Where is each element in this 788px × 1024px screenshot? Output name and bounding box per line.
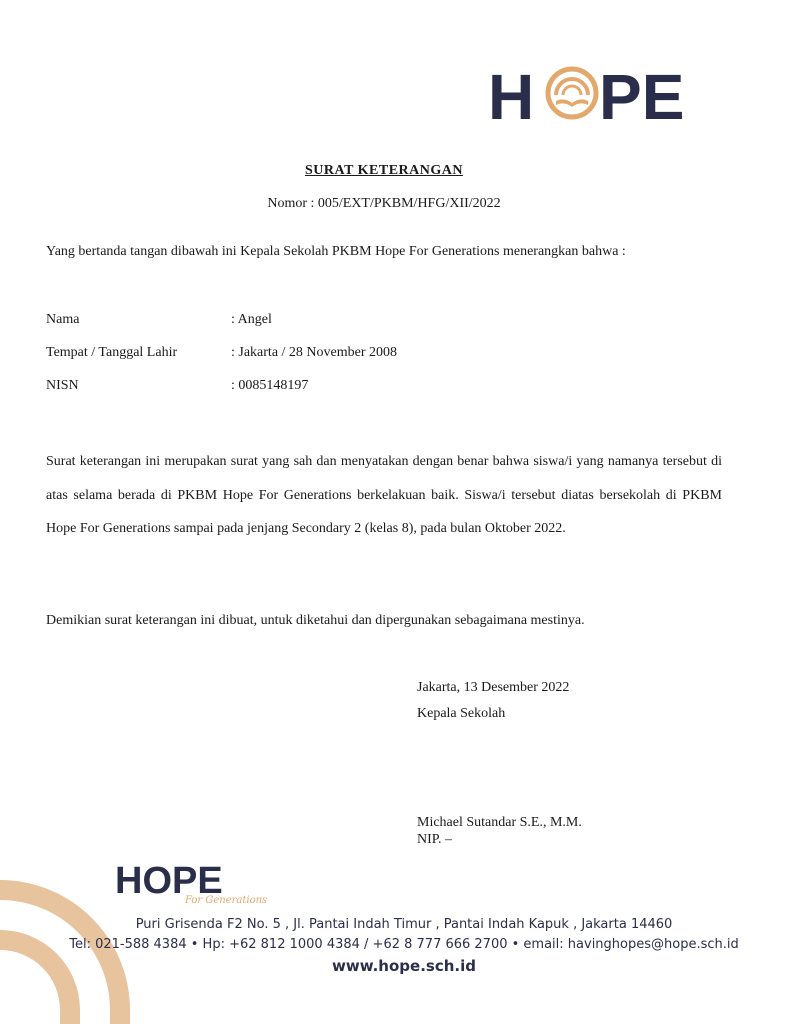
logo-letter-h: H — [488, 61, 535, 133]
field-label-nisn: NISN — [46, 378, 79, 393]
field-value-nama: : Angel — [231, 312, 272, 327]
signature-place-date: Jakarta, 13 Desember 2022 — [417, 680, 570, 695]
field-label-nama: Nama — [46, 312, 80, 327]
signature-role: Kepala Sekolah — [417, 706, 506, 721]
document-title: SURAT KETERANGAN — [304, 163, 463, 178]
footer-website-link[interactable]: www.hope.sch.id — [332, 957, 476, 975]
field-label-ttl: Tempat / Tanggal Lahir — [46, 345, 178, 360]
footer-hope-logo — [115, 860, 268, 906]
field-value-ttl: : Jakarta / 28 November 2008 — [231, 345, 398, 360]
closing-text: Demikian surat keterangan ini dibuat, untuk diketahui dan dipergunakan sebagaimana mestinya. — [46, 613, 585, 628]
signature-nip: NIP. – — [417, 832, 453, 847]
footer-contact: Tel: 021-588 4384 • Hp: +62 812 1000 4384 / +62 8 777 666 2700 • email: havinghopes@hope.sch.id — [69, 937, 739, 952]
document-number: Nomor : 005/EXT/PKBM/HFG/XII/2022 — [267, 196, 501, 211]
intro-text: Yang bertanda tangan dibawah ini Kepala Sekolah PKBM Hope For Generations menerangkan bahwa : — [46, 244, 626, 259]
field-value-nisn: : 0085148197 — [231, 378, 309, 393]
logo-letters-pe: PE — [599, 61, 685, 133]
footer-logo-tagline: For Generations — [185, 895, 268, 906]
footer-logo-text: HOPE — [115, 860, 223, 902]
logo-emblem-icon — [548, 69, 596, 117]
body-paragraph: Surat keterangan ini merupakan surat yang sah dan menyatakan dengan benar bahwa siswa/i yang namanya tersebut di atas selama berada di PKBM Hope For Generations berkelakuan baik. Siswa/i tersebut diatas bersekolah di PKBM Hope For Generations sampai pada jenjang Secondary 2 (kelas 8), pada bulan Oktober 2022. — [46, 454, 722, 536]
hope-logo — [488, 61, 694, 133]
signature-name: Michael Sutandar S.E., M.M. — [417, 815, 582, 830]
footer-address: Puri Grisenda F2 No. 5 , Jl. Pantai Indah Timur , Pantai Indah Kapuk , Jakarta 14460 — [135, 917, 673, 932]
